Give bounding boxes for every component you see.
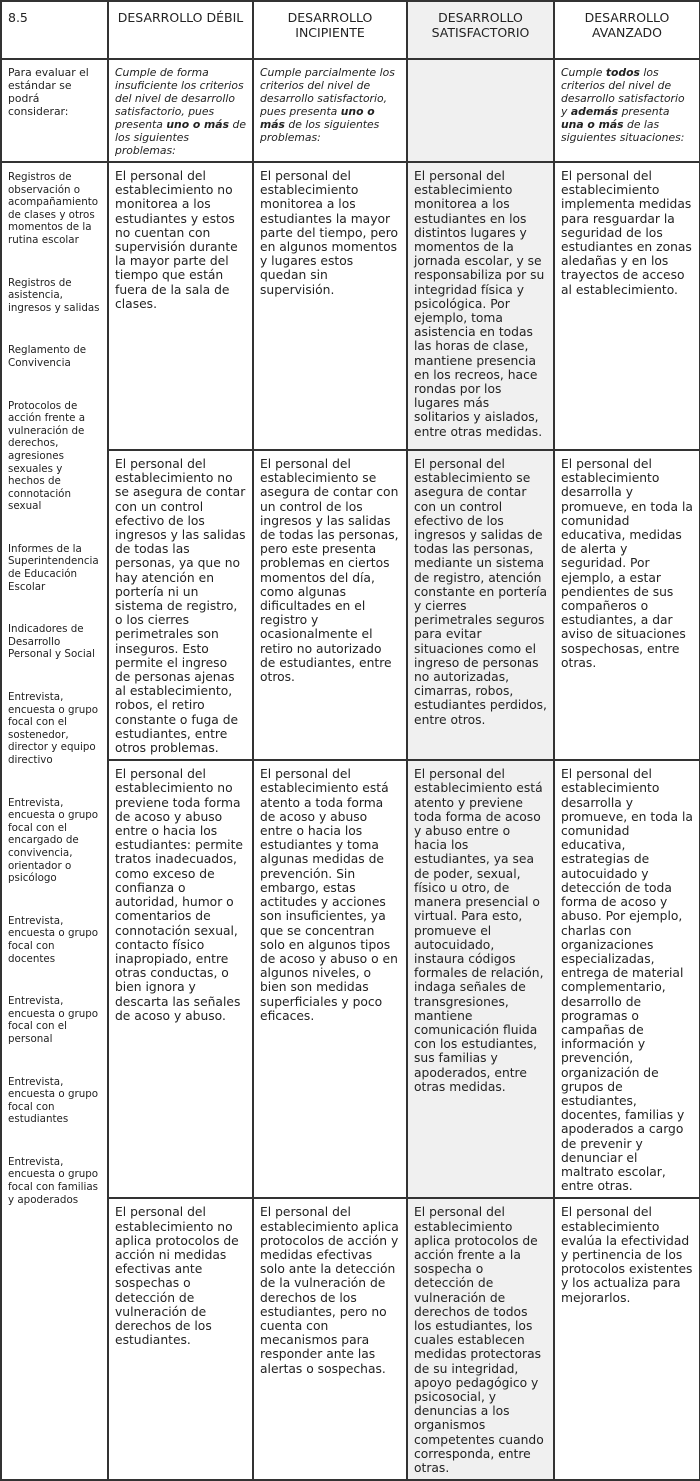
cell-incipiente: El personal del establecimiento está atento a toda forma de acoso y abuso entre o hacia los estudiantes y toma algunas medidas de prevención. Sin embargo, estas actitudes y acciones son insuficientes, ya que se concentran solo en algunos tipos de acoso y abuso o en algunos niveles, o bien son medidas superficiales y poco eficaces. — [253, 760, 407, 1198]
level-incipiente: DESARROLLO INCIPIENTE — [253, 1, 407, 59]
level-satisfactorio: DESARROLLO SATISFACTORIO — [407, 1, 554, 59]
intro-text: de los siguientes problemas: — [115, 118, 246, 157]
intro-satisfactorio — [407, 59, 554, 162]
intro-text: los criterios del nivel de desarrollo satisfactorio y — [561, 66, 685, 118]
criterion-row — [1, 162, 700, 450]
cell-debil: El personal del establecimiento no se asegura de contar con un control efectivo de los ingresos y las salidas de todas las personas, ya que no hay atención en portería ni un sistema de registro, o los cierres perimetrales son inseguros. Esto permite el ingreso de personas ajenas al establecimiento, robos, el retiro constante o fuga de estudiantes, entre otros problemas. — [108, 450, 253, 760]
cell-debil: El personal del establecimiento no monitorea a los estudiantes y estos no cuentan con supervisión durante la mayor parte del tiempo que están fuera de la sala de clases. — [108, 162, 253, 450]
intro-text: presenta — [618, 105, 670, 118]
cell-satisfactorio: El personal del establecimiento se asegura de contar con un control efectivo de los ingresos y salidas de todas las personas, mediante un sistema de registro, atención constante en portería y cierres perimetrales seguros para evitar situaciones como el ingreso de personas no autorizadas, cimarras, robos, estudiantes perdidos, entre otros. — [407, 450, 554, 760]
level-avanzado: DESARROLLO AVANZADO — [554, 1, 700, 59]
intro-emphasis: una o más — [561, 118, 624, 131]
cell-avanzado: El personal del establecimiento desarrolla y promueve, en toda la comunidad educativa, medidas de alerta y seguridad. Por ejemplo, a estar pendientes de sus compañeros o estudiantes, a dar aviso de situaciones sospechosas, entre otras. — [554, 450, 700, 760]
cell-incipiente: El personal del establecimiento aplica protocolos de acción y medidas efectivas solo ante la detección de la vulneración de derechos de los estudiantes, pero no cuenta con mecanismos para responder ante las alertas o sospechas. — [253, 1198, 407, 1480]
source-item: Entrevista, encuesta o grupo focal con el encargado de convivencia, orientador o psicólogo — [8, 796, 99, 885]
cell-debil: El personal del establecimiento no aplica protocolos de acción ni medidas efectivas ante sospechas o detección de vulneración de derechos de los estudiantes. — [108, 1198, 253, 1480]
source-item: Entrevista, encuesta o grupo focal con el personal — [8, 995, 99, 1045]
source-item: Informes de la Superintendencia de Educación Escolar — [8, 542, 99, 593]
source-item: Entrevista, encuesta o grupo focal con familias y apoderados — [8, 1155, 99, 1206]
cell-satisfactorio: El personal del establecimiento monitorea a los estudiantes en los distintos lugares y momentos de la jornada escolar, y se responsabiliza por su integridad física y psicológica. Por ejemplo, toma asistencia en todas las horas de clase, mantiene presencia en los recreos, hace rondas por los lugares más solitarios y aislados, entre otras medidas. — [407, 162, 554, 450]
header-row — [1, 1, 700, 59]
intro-text: Cumple parcialmente los criterios del nivel de desarrollo satisfactorio, pues presenta — [260, 66, 395, 118]
source-item: Indicadores de Desarrollo Personal y Social — [8, 623, 95, 661]
intro-text: Cumple — [561, 66, 606, 79]
intro-row — [1, 59, 700, 162]
intro-incipiente — [253, 59, 407, 162]
intro-emphasis: además — [570, 105, 619, 118]
source-item: Protocolos de acción frente a vulneración de derechos, agresiones sexuales y hechos de connotación sexual — [8, 399, 86, 513]
sources-label: Para evaluar el estándar se podrá considerar: — [1, 59, 108, 162]
intro-debil — [108, 59, 253, 162]
cell-incipiente: El personal del establecimiento monitorea a los estudiantes la mayor parte del tiempo, pero en algunos momentos y lugares estos quedan sin supervisión. — [253, 162, 407, 450]
intro-text: de las siguientes situaciones: — [561, 118, 685, 144]
cell-avanzado: El personal del establecimiento desarrolla y promueve, en toda la comunidad educativa, estrategias de autocuidado y detección de toda forma de acoso y abuso. Por ejemplo, charlas con organizaciones especializadas, entrega de material complementario, desarrollo de programas o campañas de información y prevención, organización de grupos de estudiantes, docentes, familias y apoderados a cargo de prevenir y denunciar el maltrato escolar, entre otras. — [554, 760, 700, 1198]
source-item: Entrevista, encuesta o grupo focal con docentes — [8, 914, 99, 965]
intro-text: de los siguientes problemas: — [260, 118, 380, 144]
level-debil: DESARROLLO DÉBIL — [108, 1, 253, 59]
standard-code: 8.5 — [1, 1, 108, 59]
source-item: Registros de asistencia, ingresos y salidas — [8, 276, 100, 314]
cell-incipiente: El personal del establecimiento se asegura de contar con un control de los ingresos y las salidas de todas las personas, pero este presenta problemas en ciertos momentos del día, como algunas dificultades en el registro y ocasionalmente el retiro no autorizado de estudiantes, entre otros. — [253, 450, 407, 760]
cell-debil: El personal del establecimiento no previene toda forma de acoso y abuso entre o hacia los estudiantes: permite tratos inadecuados, como exceso de confianza o autoridad, humor o comentarios de connotación sexual, contacto físico inapropiado, entre otras conductas, o bien ignora y descarta las señales de acoso y abuso. — [108, 760, 253, 1198]
cell-satisfactorio: El personal del establecimiento aplica protocolos de acción frente a la sospecha o detección de vulneración de derechos de todos los estudiantes, los cuales establecen medidas protectoras de su integridad, apoyo pedagógico y psicosocial, y denuncias a los organismos competentes cuando corresponda, entre otras. — [407, 1198, 554, 1480]
intro-avanzado — [554, 59, 700, 162]
source-item: Entrevista, encuesta o grupo focal con estudiantes — [8, 1075, 99, 1126]
source-item: Registros de observación o acompañamiento de clases y otros momentos de la rutina escolar — [8, 171, 99, 246]
intro-emphasis: uno o más — [166, 118, 230, 131]
sources-list — [1, 162, 108, 1480]
intro-emphasis: todos — [605, 66, 640, 79]
intro-text: Cumple de forma insuficiente los criterios del nivel de desarrollo satisfactorio, pues presenta — [115, 66, 244, 131]
source-item: Entrevista, encuesta o grupo focal con el sostenedor, director y equipo directivo — [8, 691, 99, 766]
intro-emphasis: uno o más — [260, 105, 375, 131]
cell-avanzado: El personal del establecimiento implementa medidas para resguardar la seguridad de los estudiantes en zonas aledañas y en los trayectos de acceso al establecimiento. — [554, 162, 700, 450]
source-item: Reglamento de Convivencia — [8, 344, 87, 369]
cell-avanzado: El personal del establecimiento evalúa la efectividad y pertinencia de los protocolos existentes y los actualiza para mejorarlos. — [554, 1198, 700, 1480]
cell-satisfactorio: El personal del establecimiento está atento y previene toda forma de acoso y abuso entre o hacia los estudiantes, ya sea de poder, sexual, físico u otro, de manera presencial o virtual. Para esto, promueve el autocuidado, instaura códigos formales de relación, indaga señales de transgresiones, mantiene comunicación fluida con los estudiantes, sus familias y apoderados, entre otras medidas. — [407, 760, 554, 1198]
